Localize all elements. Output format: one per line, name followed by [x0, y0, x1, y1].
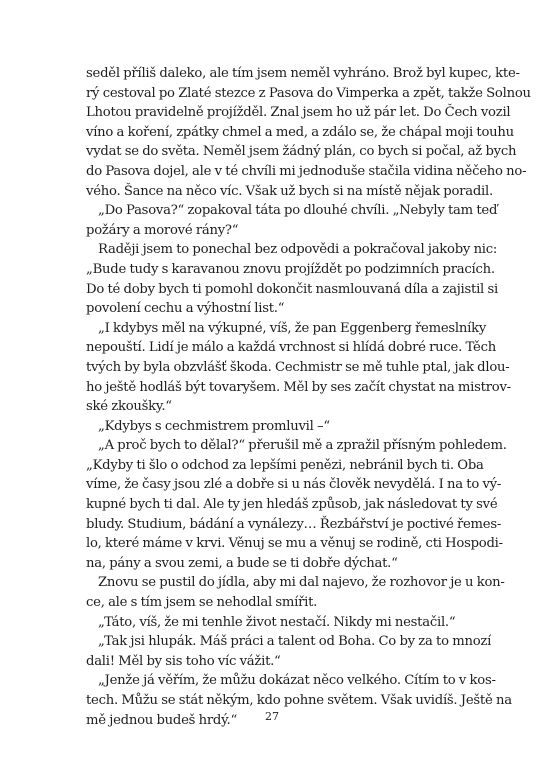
text-line: „Kdyby ti šlo o odchod za lepšími penězi, nebránil bych ti. Oba — [86, 457, 484, 473]
paragraph — [86, 319, 511, 417]
text-line: na, pány a svou zemi, a bude se ti dobře dýchat.“ — [86, 555, 398, 571]
paragraph — [86, 436, 507, 573]
text-line: požáry a morové rány?“ — [86, 222, 239, 238]
text-line: „Jenže já věřím, že můžu dokázat něco velkého. Cítím to v kos- — [98, 673, 496, 689]
text-line: dali! Měl by sis toho víc vážit.“ — [86, 653, 281, 669]
text-line: „Bude tudy s karavanou znovu projíždět po podzimních pracích. — [86, 261, 495, 277]
paragraph — [86, 417, 459, 437]
text-line: do Pasova dojel, ale v té chvíli mi jednoduše stačila vidina něčeho no- — [86, 163, 527, 179]
text-line: Lhotou pravidelně projížděl. Znal jsem ho už pár let. Do Čech vozil — [86, 105, 511, 121]
text-line: tech. Můžu se stát někým, kdo pohne světem. Však uvidíš. Ještě na — [86, 693, 512, 708]
text-line: vého. Šance na něco víc. Však už bych si na místě nějak poradil. — [86, 183, 493, 199]
paragraph — [86, 64, 531, 201]
text-line: Raději jsem to ponechal bez odpovědi a pokračoval jakoby nic: — [98, 242, 498, 258]
paragraph — [86, 201, 498, 240]
text-line: bludy. Studium, bádání a vynálezy… Řezbářství je poctivé řemes- — [86, 516, 502, 532]
text-line: víme, že časy jsou zlé a dobře si u nás člověk nevydělá. I na to vý- — [86, 477, 502, 493]
text-line: „Táto, víš, že mi tenhle život nestačí. Nikdy mi nestačil.“ — [98, 614, 456, 630]
text-line: Do té doby bych ti pomohl dokončit nasmlouvaná díla a zajistil si — [86, 281, 498, 297]
text-line: tvých by byla obzvlášť škoda. Cechmistr se mě tuhle ptal, jak dlou- — [86, 359, 510, 375]
text-line: „Do Pasova?“ zopakoval táta po dlouhé chvíli. „Nebyly tam teď — [98, 203, 498, 219]
text-line: ské zkoušky.“ — [86, 399, 172, 415]
text-line: kupné bych ti dal. Ale ty jen hledáš způsob, jak následovat ty své — [86, 497, 498, 513]
page-number: 27 — [265, 710, 279, 723]
paragraph — [86, 632, 492, 671]
text-line: lo, které máme v krvi. Věnuj se mu a věnuj se rodině, cti Hospodi- — [86, 536, 503, 552]
text-line: mě jednou budeš hrdý.“ — [86, 712, 237, 728]
text-line: seděl příliš daleko, ale tím jsem neměl vyhráno. Brož byl kupec, kte- — [86, 66, 520, 81]
text-line: vydat se do světa. Neměl jsem žádný plán, co bych si počal, až bych — [86, 144, 517, 160]
text-line: „I kdybys měl na výkupné, víš, že pan Eggenberg řemeslníky — [98, 320, 487, 336]
text-line: ce, ale s tím jsem se nehodlal smířit. — [86, 595, 318, 611]
text-line: rý cestoval po Zlaté stezce z Pasova do Vimperka a zpět, takže Solnou — [86, 85, 531, 101]
text-line: ho ještě hodláš být tovaryšem. Měl by ses začít chystat na mistrov- — [86, 379, 511, 395]
body-text — [86, 64, 531, 730]
text-line: „Kdybys s cechmistrem promluvil –“ — [98, 418, 330, 434]
paragraph — [86, 240, 498, 318]
text-line: povolení cechu a výhostní list.“ — [86, 301, 285, 317]
paragraph — [86, 573, 505, 612]
text-line: Znovu se pustil do jídla, aby mi dal najevo, že rozhovor je u kon- — [98, 575, 505, 591]
text-line: víno a koření, zpátky chmel a med, a zdálo se, že chápal moji touhu — [86, 124, 514, 140]
paragraph — [86, 613, 459, 633]
text-line: nepouští. Lidí je málo a každá vrchnost si hlídá dobré ruce. Těch — [86, 340, 496, 356]
text-line: „Tak jsi hlupák. Máš práci a talent od Boha. Co by za to mnozí — [98, 634, 492, 650]
text-line: „A proč bych to dělal?“ přerušil mě a zpražil přísným pohledem. — [98, 438, 507, 454]
